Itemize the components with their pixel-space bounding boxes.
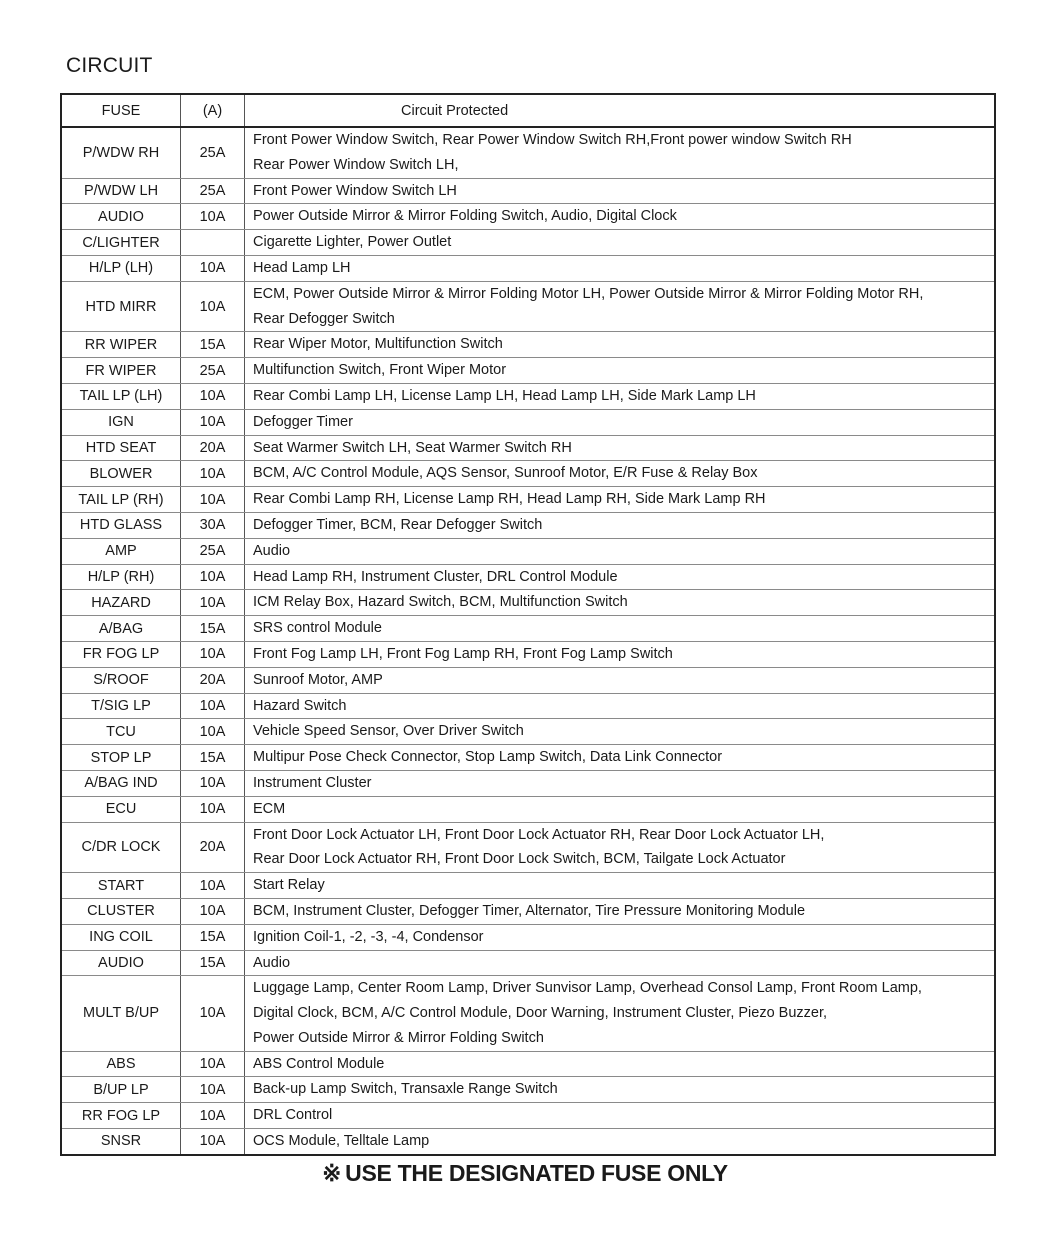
fuse-name-cell: AUDIO [61,950,181,976]
table-row [61,409,995,435]
table-row [61,230,995,256]
table-row [61,616,995,642]
circuit-line: Rear Door Lock Actuator RH, Front Door Lock Switch, BCM, Tailgate Lock Actuator [253,851,786,868]
fuse-name-cell: RR WIPER [61,332,181,358]
circuit-protected-cell [245,564,996,590]
amperage-cell: 20A [181,667,245,693]
fuse-name-cell: T/SIG LP [61,693,181,719]
table-row [61,1051,995,1077]
circuit-line: Front Door Lock Actuator LH, Front Door Lock Actuator RH, Rear Door Lock Actuator LH, [253,826,825,843]
circuit-protected-cell [245,358,996,384]
circuit-protected-cell [245,590,996,616]
circuit-line: BCM, Instrument Cluster, Defogger Timer, Alternator, Tire Pressure Monitoring Module [253,902,806,919]
amperage-cell: 10A [181,1051,245,1077]
circuit-protected-cell [245,538,996,564]
circuit-line: Instrument Cluster [253,774,372,791]
amperage-cell: 25A [181,127,245,178]
table-row [61,538,995,564]
circuit-line: ECM [253,800,286,817]
circuit-protected-cell [245,1051,996,1077]
reference-mark-icon: ※ [322,1160,342,1186]
table-row [61,178,995,204]
circuit-protected-cell [245,512,996,538]
fuse-name-cell: HTD MIRR [61,281,181,332]
fuse-name-cell: H/LP (LH) [61,255,181,281]
warning-text: USE THE DESIGNATED FUSE ONLY [345,1160,728,1186]
amperage-cell: 10A [181,281,245,332]
table-row [61,255,995,281]
circuit-protected-cell [245,745,996,771]
designated-fuse-warning [0,1160,1050,1187]
circuit-protected-cell [245,281,996,332]
circuit-protected-cell [245,898,996,924]
table-row [61,1077,995,1103]
fuse-name-cell: AUDIO [61,204,181,230]
fuse-name-cell: TCU [61,719,181,745]
table-row [61,822,995,873]
circuit-protected-cell [245,409,996,435]
circuit-line: Luggage Lamp, Center Room Lamp, Driver Sunvisor Lamp, Overhead Consol Lamp, Front Room Lamp, [253,980,922,997]
amperage-cell: 20A [181,435,245,461]
table-row [61,127,995,178]
fuse-name-cell: AMP [61,538,181,564]
fuse-name-cell: S/ROOF [61,667,181,693]
circuit-line: Front Fog Lamp LH, Front Fog Lamp RH, Front Fog Lamp Switch [253,645,673,662]
circuit-protected-cell [245,435,996,461]
circuit-line: Hazard Switch [253,697,347,714]
circuit-line: Head Lamp RH, Instrument Cluster, DRL Control Module [253,568,618,585]
amperage-cell: 10A [181,873,245,899]
circuit-protected-cell [245,204,996,230]
amperage-cell: 25A [181,178,245,204]
table-row [61,1103,995,1129]
circuit-protected-cell [245,1129,996,1155]
circuit-line: Multipur Pose Check Connector, Stop Lamp Switch, Data Link Connector [253,749,723,766]
amperage-cell: 15A [181,950,245,976]
amperage-cell [181,230,245,256]
circuit-protected-cell [245,770,996,796]
amperage-cell: 10A [181,796,245,822]
table-row [61,693,995,719]
circuit-line: ICM Relay Box, Hazard Switch, BCM, Multifunction Switch [253,594,628,611]
circuit-protected-cell [245,487,996,513]
table-row [61,332,995,358]
fuse-table-body [61,127,995,1155]
table-row [61,590,995,616]
table-row [61,898,995,924]
table-row [61,461,995,487]
circuit-protected-cell [245,950,996,976]
circuit-line: Multifunction Switch, Front Wiper Motor [253,362,507,379]
circuit-line: Vehicle Speed Sensor, Over Driver Switch [253,723,524,740]
amperage-cell: 15A [181,745,245,771]
circuit-line: Defogger Timer, BCM, Rear Defogger Switch [253,516,543,533]
table-row [61,976,995,1051]
amperage-cell: 10A [181,409,245,435]
amperage-cell: 10A [181,976,245,1051]
circuit-line: Rear Combi Lamp LH, License Lamp LH, Head Lamp LH, Side Mark Lamp LH [253,387,756,404]
amperage-cell: 10A [181,770,245,796]
table-row [61,1129,995,1155]
circuit-line: Front Power Window Switch LH [253,182,457,199]
fuse-name-cell: TAIL LP (RH) [61,487,181,513]
table-row [61,204,995,230]
circuit-line: Rear Wiper Motor, Multifunction Switch [253,336,503,353]
circuit-line: Back-up Lamp Switch, Transaxle Range Switch [253,1081,558,1098]
fuse-name-cell: FR FOG LP [61,641,181,667]
table-row [61,487,995,513]
table-row [61,641,995,667]
amperage-cell: 20A [181,822,245,873]
fuse-name-cell: A/BAG IND [61,770,181,796]
amperage-cell: 25A [181,538,245,564]
circuit-protected-cell [245,255,996,281]
circuit-protected-cell [245,616,996,642]
circuit-protected-cell [245,178,996,204]
amperage-cell: 10A [181,693,245,719]
circuit-protected-cell [245,796,996,822]
amperage-cell: 10A [181,590,245,616]
amperage-cell: 15A [181,924,245,950]
fuse-name-cell: MULT B/UP [61,976,181,1051]
amperage-cell: 10A [181,1129,245,1155]
fuse-name-cell: SNSR [61,1129,181,1155]
fuse-name-cell: HAZARD [61,590,181,616]
circuit-line: ABS Control Module [253,1055,385,1072]
fuse-name-cell: P/WDW LH [61,178,181,204]
table-row [61,770,995,796]
circuit-line: Front Power Window Switch, Rear Power Window Switch RH,Front power window Switch RH [253,132,852,148]
amperage-cell: 10A [181,564,245,590]
circuit-protected-cell [245,924,996,950]
circuit-protected-cell [245,873,996,899]
fuse-name-cell: START [61,873,181,899]
circuit-protected-cell [245,127,996,178]
fuse-name-cell: STOP LP [61,745,181,771]
circuit-line: Audio [253,954,291,971]
column-header-amperage: (A) [181,94,245,127]
table-row [61,564,995,590]
fuse-name-cell: P/WDW RH [61,127,181,178]
fuse-name-cell: A/BAG [61,616,181,642]
circuit-line: Head Lamp LH [253,259,351,276]
circuit-line: Rear Combi Lamp RH, License Lamp RH, Head Lamp RH, Side Mark Lamp RH [253,491,766,508]
table-row [61,719,995,745]
amperage-cell: 10A [181,461,245,487]
fuse-name-cell: ABS [61,1051,181,1077]
fuse-name-cell: H/LP (RH) [61,564,181,590]
circuit-line: BCM, A/C Control Module, AQS Sensor, Sunroof Motor, E/R Fuse & Relay Box [253,465,758,482]
amperage-cell: 10A [181,487,245,513]
fuse-name-cell: IGN [61,409,181,435]
table-row [61,358,995,384]
fuse-name-cell: RR FOG LP [61,1103,181,1129]
amperage-cell: 10A [181,255,245,281]
amperage-cell: 10A [181,1103,245,1129]
table-row [61,745,995,771]
table-header-row [61,94,995,127]
circuit-protected-cell [245,461,996,487]
amperage-cell: 15A [181,332,245,358]
circuit-protected-cell [245,719,996,745]
amperage-cell: 10A [181,383,245,409]
amperage-cell: 10A [181,204,245,230]
circuit-protected-cell [245,693,996,719]
amperage-cell: 10A [181,719,245,745]
page-title: CIRCUIT [66,54,153,77]
table-row [61,435,995,461]
circuit-protected-cell [245,667,996,693]
circuit-line: Cigarette Lighter, Power Outlet [253,234,452,251]
circuit-line: ECM, Power Outside Mirror & Mirror Folding Motor LH, Power Outside Mirror & Mirror Folding Motor RH, [253,285,924,302]
fuse-name-cell: HTD SEAT [61,435,181,461]
fuse-name-cell: C/DR LOCK [61,822,181,873]
amperage-cell: 15A [181,616,245,642]
circuit-line: Seat Warmer Switch LH, Seat Warmer Switch RH [253,439,572,456]
circuit-protected-cell [245,641,996,667]
circuit-protected-cell [245,976,996,1051]
circuit-line: Ignition Coil-1, -2, -3, -4, Condensor [253,928,484,945]
circuit-protected-cell [245,822,996,873]
amperage-cell: 30A [181,512,245,538]
circuit-line: Digital Clock, BCM, A/C Control Module, Door Warning, Instrument Cluster, Piezo Buzzer, [253,1005,828,1022]
circuit-line: Audio [253,542,291,559]
table-row [61,512,995,538]
circuit-line: Start Relay [253,877,325,894]
table-row [61,873,995,899]
circuit-line: Rear Power Window Switch LH, [253,156,459,173]
circuit-line: OCS Module, Telltale Lamp [253,1133,430,1150]
circuit-line: Rear Defogger Switch [253,310,395,327]
circuit-line: Power Outside Mirror & Mirror Folding Switch [253,1029,544,1046]
circuit-line: Power Outside Mirror & Mirror Folding Switch, Audio, Digital Clock [253,208,677,225]
table-row [61,924,995,950]
circuit-protected-cell [245,1077,996,1103]
fuse-name-cell: BLOWER [61,461,181,487]
amperage-cell: 10A [181,1077,245,1103]
circuit-line: Defogger Timer [253,413,353,430]
circuit-protected-cell [245,383,996,409]
circuit-protected-cell [245,332,996,358]
table-row [61,281,995,332]
circuit-line: SRS control Module [253,620,382,637]
fuse-name-cell: FR WIPER [61,358,181,384]
fuse-name-cell: C/LIGHTER [61,230,181,256]
table-row [61,950,995,976]
circuit-protected-cell [245,1103,996,1129]
table-row [61,796,995,822]
amperage-cell: 25A [181,358,245,384]
circuit-line: Sunroof Motor, AMP [253,671,383,688]
fuse-table [60,93,996,1156]
circuit-line: DRL Control [253,1107,333,1124]
fuse-name-cell: ING COIL [61,924,181,950]
fuse-name-cell: CLUSTER [61,898,181,924]
fuse-name-cell: ECU [61,796,181,822]
column-header-circuit: Circuit Protected [245,94,996,127]
table-row [61,383,995,409]
fuse-name-cell: HTD GLASS [61,512,181,538]
fuse-name-cell: B/UP LP [61,1077,181,1103]
table-row [61,667,995,693]
circuit-protected-cell [245,230,996,256]
column-header-fuse: FUSE [61,94,181,127]
amperage-cell: 10A [181,641,245,667]
fuse-name-cell: TAIL LP (LH) [61,383,181,409]
amperage-cell: 10A [181,898,245,924]
